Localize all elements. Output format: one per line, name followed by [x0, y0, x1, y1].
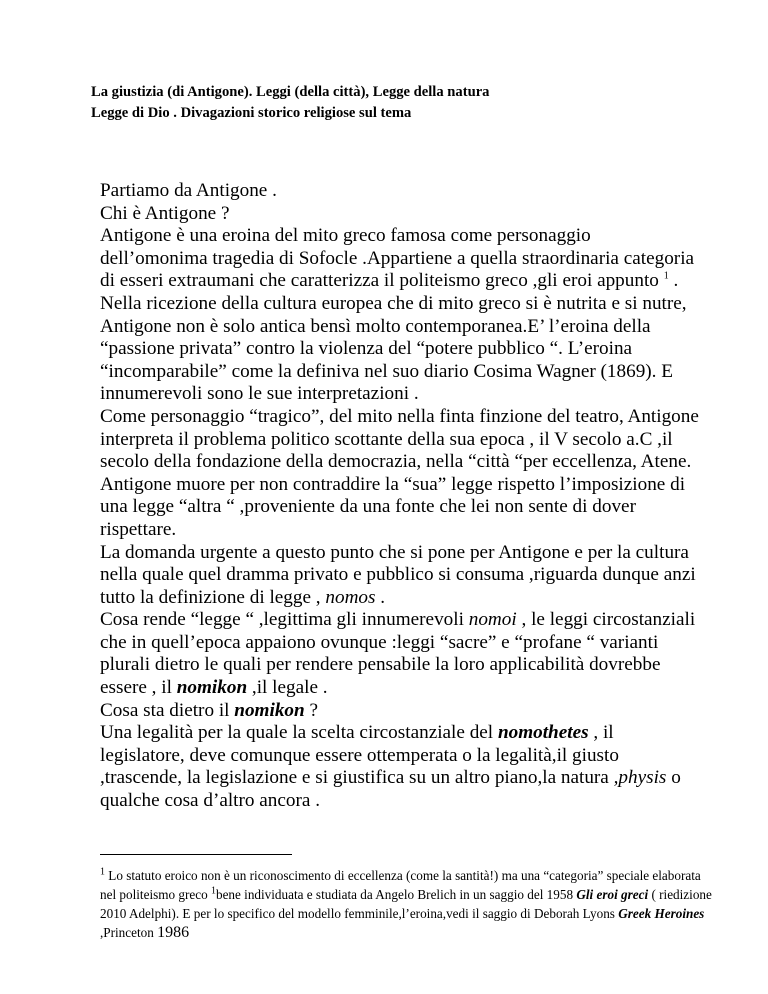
paragraph-3 — [100, 225, 700, 293]
paragraph-7 — [100, 542, 700, 610]
term-nomoi: nomoi — [468, 609, 517, 631]
term-physis: ,physis — [613, 767, 667, 789]
paragraph-10-text: Una legalità per la quale la scelta circostanziale del — [100, 722, 498, 744]
header-line-1: La giustizia (di Antigone). Leggi (della città), Legge della natura — [91, 84, 490, 100]
paragraph-7-end: . — [375, 586, 386, 608]
document-body — [100, 180, 700, 813]
paragraph-8-end: ,il legale . — [247, 677, 328, 699]
paragraph-2: Chi è Antigone ? — [100, 202, 230, 224]
term-nomos: nomos — [325, 586, 376, 608]
paragraph-8-text-2: , le leggi circostanziali che in quell’epoca appaiono ovunque :leggi “sacre” e “profane “ varianti plurali dietro le quali per rendere pensabile la loro applicabilità dovrebbe essere , il — [100, 609, 696, 699]
book-title-greek-heroines: Greek Heroines — [618, 906, 705, 921]
paragraph-5: Come personaggio “tragico”, del mito nella finta finzione del teatro, Antigone interpreta il problema politico scottante della sua epoca , il V secolo a.C ,il secolo della fondazione della democrazia, nella “città “per eccellenza, Atene. — [100, 405, 699, 473]
footnote-text: Lo statuto eroico non è un riconoscimento di eccellenza (come la santità!) ma una “categoria” speciale elaborata nel politeismo greco — [100, 868, 701, 902]
term-nomikon: nomikon — [176, 677, 248, 699]
paragraph-10-text-2: , il legislatore, deve comunque essere ottemperata o la legalità,il giusto ,trascende, la legislazione e si giustifica su un altro piano,la natura — [100, 722, 619, 789]
paragraph-9 — [100, 700, 700, 723]
paragraph-8 — [100, 609, 700, 699]
footnote-number: 1 — [100, 866, 105, 878]
header-line-2: Legge di Dio . Divagazioni storico religiose sul tema — [91, 105, 412, 121]
footnote-inner-ref: 1 — [210, 885, 216, 897]
paragraph-10 — [100, 722, 700, 812]
footnote-separator — [100, 854, 292, 855]
footnote-text-4: ,Princeton — [100, 925, 158, 940]
paragraph-7-text: La domanda urgente a questo punto che si pone per Antigone e per la cultura nella quale quel dramma privato e pubblico si consuma ,riguarda dunque anzi tutto la definizione di legge , — [100, 541, 696, 608]
paragraph-8-text: Cosa rende “legge “ ,legittima gli innumerevoli — [100, 609, 469, 631]
paragraph-6: Antigone muore per non contraddire la “sua” legge rispetto l’imposizione di una legge “altra “ ,proveniente da una fonte che lei non sente di dover rispettare. — [100, 473, 686, 540]
paragraph-4: Nella ricezione della cultura europea che di mito greco si è nutrita e si nutre, Antigone non è solo antica bensì molto contemporanea.E’ l’eroina della “passione privata” contro la violenza del “potere pubblico “. L’eroina “incomparabile” come la definiva nel suo diario Cosima Wagner (1869). E innumerevoli sono le sue interpretazioni . — [100, 292, 687, 405]
term-nomothetes: nomothetes — [497, 722, 589, 744]
footnote-year: 1986 — [157, 924, 190, 941]
paragraph-1: Partiamo da Antigone . — [100, 180, 277, 201]
footnote — [100, 866, 715, 942]
document-header — [91, 82, 691, 124]
paragraph-10-end: o qualche cosa d’altro ancora . — [100, 767, 681, 812]
term-nomikon-2: nomikon — [234, 699, 305, 721]
paragraph-9-text: Cosa sta dietro il — [100, 699, 235, 721]
footnote-reference[interactable]: 1 — [663, 270, 669, 282]
book-title-eroi-greci: Gli eroi greci — [576, 887, 649, 902]
paragraph-3-text: Antigone è una eroina del mito greco famosa come personaggio dell’omonima tragedia di Sofocle .Appartiene a quella straordinaria categoria di esseri extraumani che caratterizza il politeismo greco ,gli eroi appunto — [100, 225, 695, 292]
footnote-text-3: ( riedizione 2010 Adelphi). E per lo specifico del modello femminile,l’eroina,vedi il saggio di Deborah Lyons — [100, 887, 712, 921]
footnote-text-2: bene individuata e studiata da Angelo Brelich in un saggio del 1958 — [215, 887, 577, 902]
paragraph-9-end: ? — [304, 699, 319, 721]
paragraph-3-end: . — [668, 270, 679, 292]
